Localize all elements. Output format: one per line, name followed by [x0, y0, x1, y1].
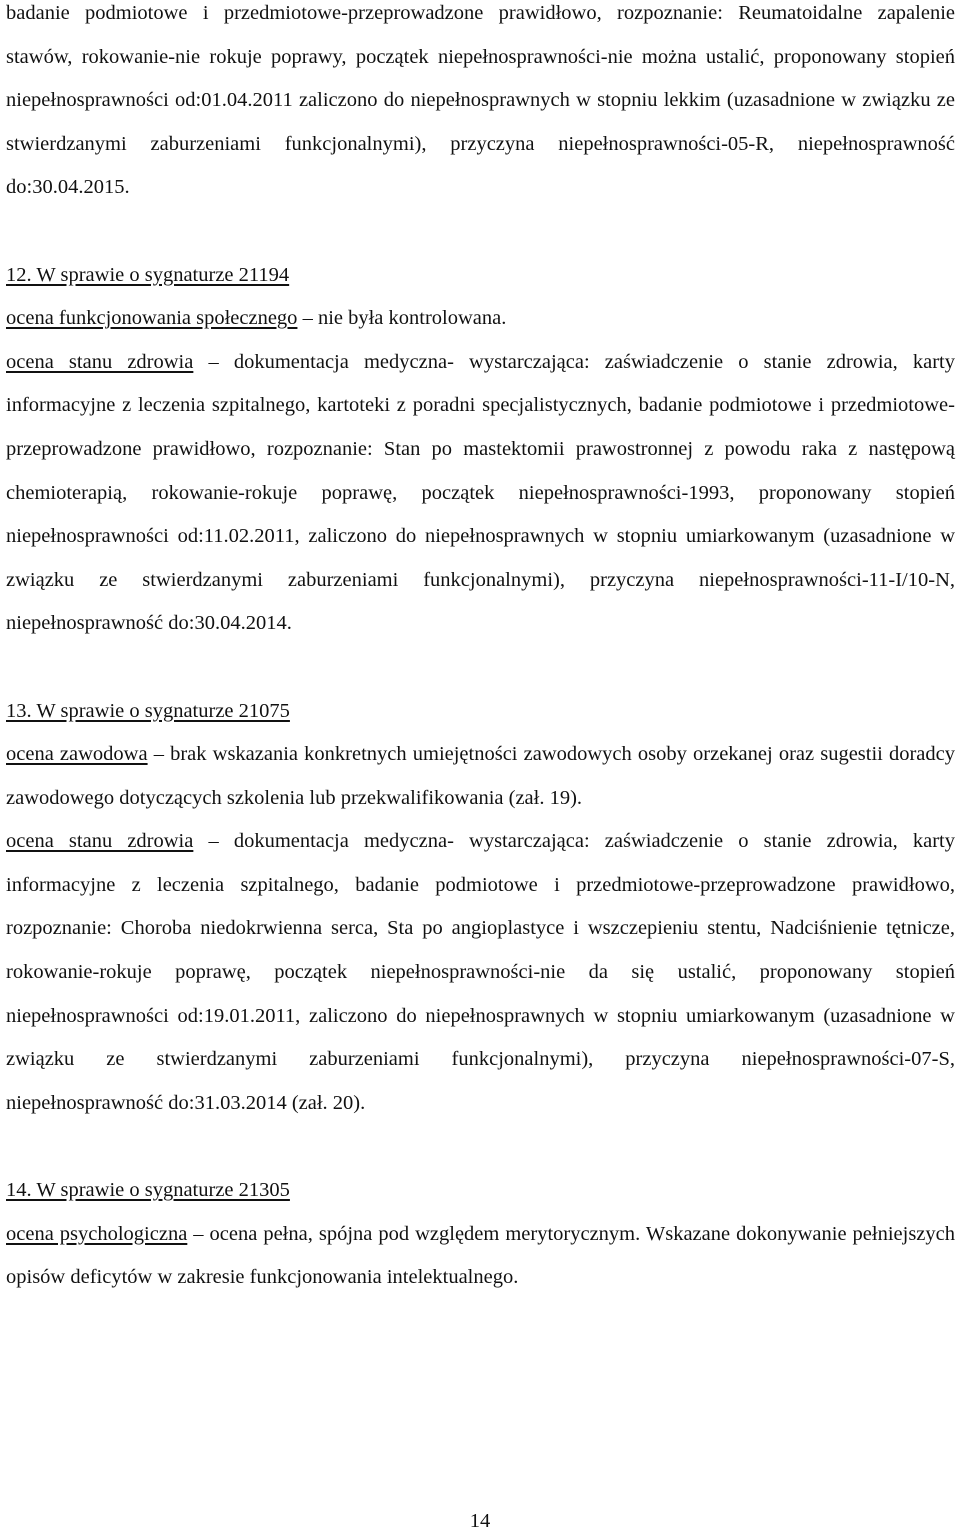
- section-gap: [6, 210, 955, 254]
- text-health-assessment: – dokumentacja medyczna- wystarczająca: zaświadczenie o stanie zdrowia, karty informacyjne z leczenia szpitalnego, kartoteki z poradni specjalistycznych, badanie podmiotowe i przedmiotowe-przeprowadzone prawidłowo, rozpoznanie: Stan po mastektomii prawostronnej z powodu raka z następową chemioterapią, rokowanie-rokuje poprawę, początek niepełnosprawności-1993, proponowany stopień niepełnosprawności od:11.02.2011, zaliczono do niepełnosprawnych w stopniu umiarkowanym (uzasadnione w związku ze stwierdzanymi zaburzeniami funkcjonalnymi), przyczyna niepełnosprawności-11-I/10-N, niepełnosprawność do:30.04.2014.: [6, 350, 956, 635]
- text-social-assessment: – nie była kontrolowana.: [297, 307, 507, 330]
- page-number: 14: [469, 1510, 491, 1532]
- heading-case-13: 13. W sprawie o sygnaturze 21075: [6, 699, 290, 722]
- label-vocational-assessment: ocena zawodowa: [6, 743, 148, 766]
- document-page: [6, 0, 955, 1300]
- paragraph-vocational-assessment: [6, 733, 955, 820]
- paragraph-health-assessment: [6, 820, 955, 1125]
- heading-case-12: 12. W sprawie o sygnaturze 21194: [6, 263, 290, 286]
- label-social-assessment: ocena funkcjonowania społecznego: [6, 307, 298, 330]
- paragraph-health-assessment: [6, 341, 955, 646]
- label-psychological-assessment: ocena psychologiczna: [6, 1222, 188, 1245]
- heading-case-14: 14. W sprawie o sygnaturze 21305: [6, 1179, 290, 1202]
- text-psychological-assessment: – ocena pełna, spójna pod względem merytorycznym. Wskazane dokonywanie pełniejszych opisów deficytów w zakresie funkcjonowania intelektualnego.: [6, 1222, 955, 1289]
- text-vocational-assessment: – brak wskazania konkretnych umiejętności zawodowych osoby orzekanej oraz sugestii doradcy zawodowego dotyczących szkolenia lub przekwalifikowania (zał. 19).: [6, 743, 956, 809]
- paragraph-psychological-assessment: [6, 1213, 955, 1300]
- paragraph-case-11-continuation: badanie podmiotowe i przedmiotowe-przeprowadzone prawidłowo, rozpoznanie: Reumatoidalne zapalenie stawów, rokowanie-nie rokuje poprawy, początek niepełnosprawności-nie można ustalić, proponowany stopień niepełnosprawności od:01.04.2011 zaliczono do niepełnosprawnych w stopniu lekkim (uzasadnione w związku ze stwierdzanymi zaburzeniami funkcjonalnymi), przyczyna niepełnosprawności-05-R, niepełnosprawność do:30.04.2015.: [6, 2, 955, 199]
- section-gap: [6, 646, 955, 690]
- label-health-assessment: ocena stanu zdrowia: [6, 350, 194, 373]
- label-health-assessment: ocena stanu zdrowia: [6, 830, 194, 853]
- paragraph-social-assessment: [6, 297, 955, 341]
- text-health-assessment: – dokumentacja medyczna- wystarczająca: zaświadczenie o stanie zdrowia, karty informacyjne z leczenia szpitalnego, badanie podmiotowe i przedmiotowe-przeprowadzone prawidłowo, rozpoznanie: Choroba niedokrwienna serca, Sta po angioplastyce i wszczepieniu stentu, Nadciśnienie tętnicze, rokowanie-rokuje poprawę, początek niepełnosprawności-nie da się ustalić, proponowany stopień niepełnosprawności od:19.01.2011, zaliczono do niepełnosprawnych w stopniu umiarkowanym (uzasadnione w związku ze stwierdzanymi zaburzeniami funkcjonalnymi), przyczyna niepełnosprawności-07-S, niepełnosprawność do:31.03.2014 (zał. 20).: [6, 830, 956, 1114]
- section-gap: [6, 1125, 955, 1169]
